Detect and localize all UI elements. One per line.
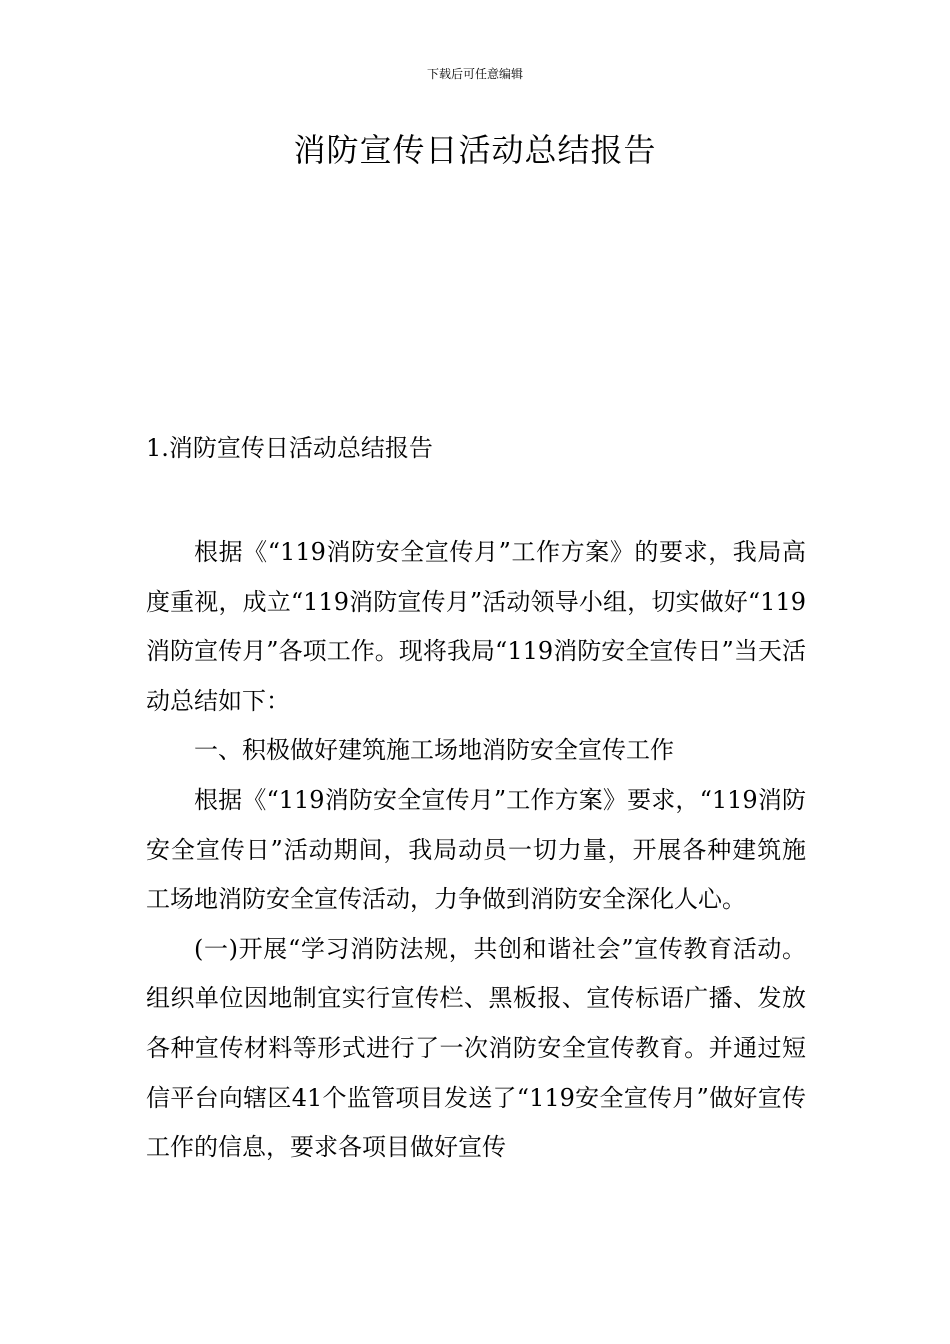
- paragraph-plan: 根据《“119消防安全宣传月”工作方案》要求，“119消防安全宣传日”活动期间，我局动员一切力量，开展各种建筑施工场地消防安全宣传活动，力争做到消防安全深化人心。: [146, 785, 806, 914]
- document-body: [146, 528, 806, 1173]
- header-note: 下载后可任意编辑: [426, 67, 523, 81]
- paragraph-intro: 根据《“119消防安全宣传月”工作方案》的要求，我局高度重视，成立“119消防宣传月”活动领导小组，切实做好“119消防宣传月”各项工作。现将我局“119消防安全宣传日”当天活动总结如下：: [146, 538, 806, 715]
- document-title: 消防宣传日活动总结报告: [293, 131, 657, 169]
- section-heading: 1.消防宣传日活动总结报告: [146, 434, 433, 462]
- paragraph-activity-one: (一)开展“学习消防法规，共创和谐社会”宣传教育活动。组织单位因地制宜实行宣传栏、黑板报、宣传标语广播、发放各种宣传材料等形式进行了一次消防安全宣传教育。并通过短信平台向辖区41个监管项目发送了“119安全宣传月”做好宣传工作的信息，要求各项目做好宣传: [146, 934, 806, 1162]
- paragraph-heading-one: 一、积极做好建筑施工场地消防安全宣传工作: [194, 736, 674, 765]
